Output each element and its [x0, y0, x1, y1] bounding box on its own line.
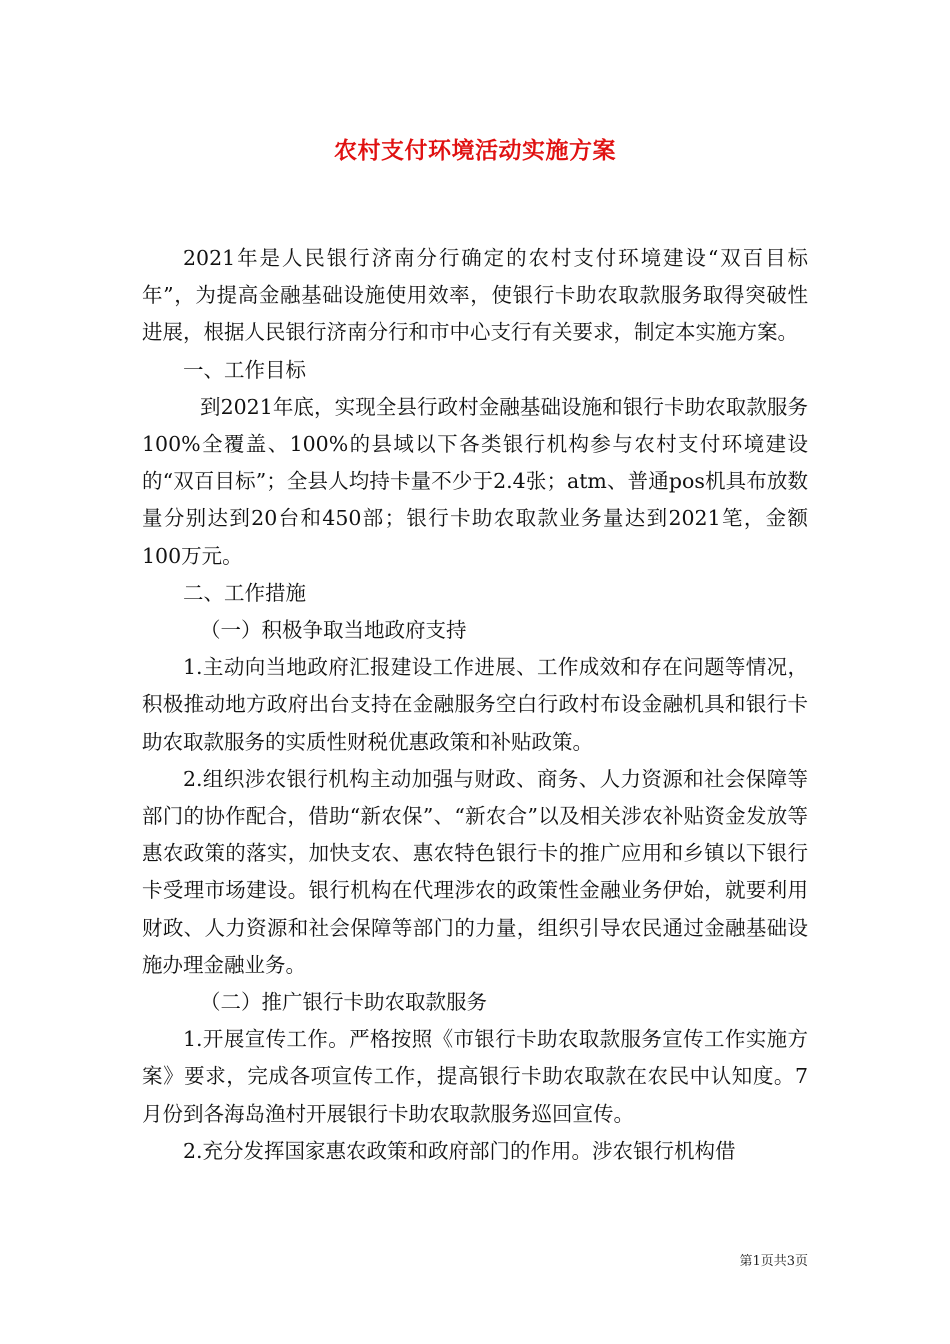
measure-paragraph-1: 1.主动向当地政府汇报建设工作进展、工作成效和存在问题等情况，积极推动地方政府出台支持在金融服务空白行政村布设金融机具和银行卡助农取款服务的实质性财税优惠政策和补贴政策。	[142, 655, 808, 754]
intro-paragraph: 2021年是人民银行济南分行确定的农村支付环境建设“双百目标年”，为提高金融基础设施使用效率，使银行卡助农取款服务取得突破性进展，根据人民银行济南分行和市中心支行有关要求，制定本实施方案。	[142, 246, 808, 345]
section-heading-goals: 一、工作目标	[183, 357, 306, 382]
goals-paragraph: 到2021年底，实现全县行政村金融基础设施和银行卡助农取款服务100%全覆盖、100%的县域以下各类银行机构参与农村支付环境建设的“双百目标”；全县人均持卡量不少于2.4张；atm、普通pos机具布放数量分别达到20台和450部；银行卡助农取款业务量达到2021笔，金额100万元。	[142, 394, 808, 568]
subsection-heading-card-service: （二）推广银行卡助农取款服务	[200, 990, 487, 1015]
measure-paragraph-2: 2.组织涉农银行机构主动加强与财政、商务、人力资源和社会保障等部门的协作配合，借助“新农保”、“新农合”以及相关涉农补贴资金发放等惠农政策的落实，加快支农、惠农特色银行卡的推广应用和乡镇以下银行卡受理市场建设。银行机构在代理涉农的政策性金融业务伊始，就要利用财政、人力资源和社会保障等部门的力量，组织引导农民通过金融基础设施办理金融业务。	[142, 766, 808, 977]
card-service-paragraph-2: 2.充分发挥国家惠农政策和政府部门的作用。涉农银行机构借	[183, 1138, 736, 1163]
subsection-heading-government: （一）积极争取当地政府支持	[200, 618, 467, 643]
document-title: 农村支付环境活动实施方案	[334, 137, 616, 164]
card-service-paragraph-1: 1.开展宣传工作。严格按照《市银行卡助农取款服务宣传工作实施方案》要求，完成各项宣传工作，提高银行卡助农取款在农民中认知度。7月份到各海岛渔村开展银行卡助农取款服务巡回宣传。	[142, 1027, 808, 1126]
page-number: 第1页共3页	[739, 1254, 808, 1269]
section-heading-measures: 二、工作措施	[183, 580, 306, 605]
document-body	[142, 240, 808, 1170]
